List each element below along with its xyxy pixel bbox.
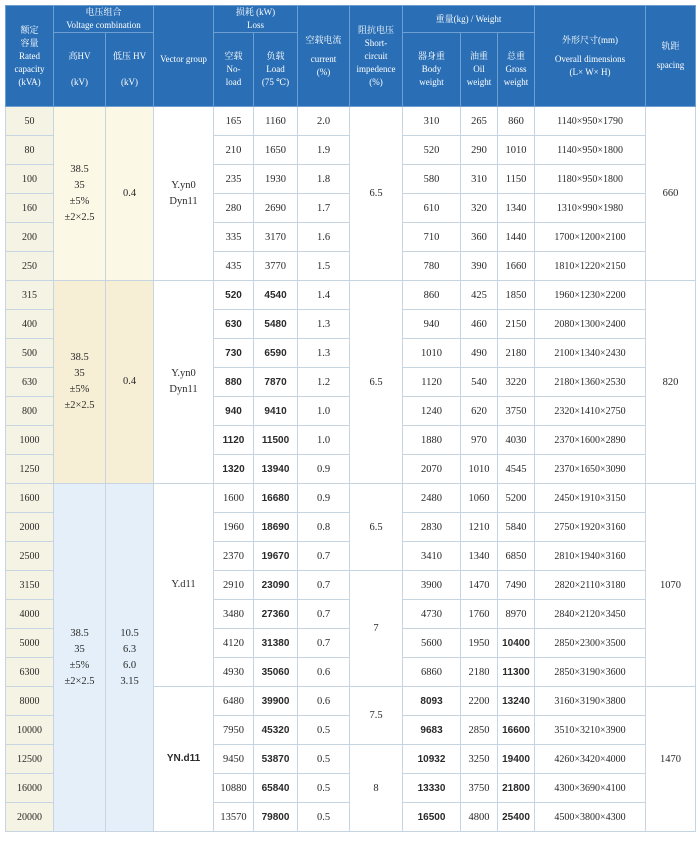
cell-load-loss: 3170 bbox=[254, 223, 298, 252]
cell-noload-loss: 165 bbox=[214, 107, 254, 136]
cell-load-loss: 1650 bbox=[254, 136, 298, 165]
cell-vector-group: YN.d11 bbox=[154, 687, 214, 832]
cell-oil-weight: 1210 bbox=[461, 513, 498, 542]
cell-body-weight: 310 bbox=[403, 107, 461, 136]
cell-noload-current: 0.6 bbox=[298, 658, 350, 687]
cell-body-weight: 2830 bbox=[403, 513, 461, 542]
header-vector-group: Vector group bbox=[154, 6, 214, 107]
cell-load-loss: 65840 bbox=[254, 774, 298, 803]
cell-load-loss: 23090 bbox=[254, 571, 298, 600]
header-impedance: 阻抗电压 Short- circuit impedence (%) bbox=[350, 6, 403, 107]
cell-dimensions: 2080×1300×2400 bbox=[535, 310, 646, 339]
cell-noload-loss: 520 bbox=[214, 281, 254, 310]
cell-lv: 0.4 bbox=[106, 281, 154, 484]
cell-noload-current: 0.9 bbox=[298, 484, 350, 513]
header-voltage-combination: 电压组合 Voltage combination bbox=[54, 6, 154, 33]
cell-capacity: 160 bbox=[6, 194, 54, 223]
cell-capacity: 16000 bbox=[6, 774, 54, 803]
cell-vector-group: Y.d11 bbox=[154, 484, 214, 687]
cell-gross-weight: 2150 bbox=[498, 310, 535, 339]
cell-oil-weight: 1010 bbox=[461, 455, 498, 484]
cell-body-weight: 520 bbox=[403, 136, 461, 165]
cell-body-weight: 9683 bbox=[403, 716, 461, 745]
cell-load-loss: 53870 bbox=[254, 745, 298, 774]
cell-body-weight: 3410 bbox=[403, 542, 461, 571]
cell-dimensions: 1310×990×1980 bbox=[535, 194, 646, 223]
cell-dimensions: 2100×1340×2430 bbox=[535, 339, 646, 368]
cell-capacity: 20000 bbox=[6, 803, 54, 832]
cell-noload-loss: 1600 bbox=[214, 484, 254, 513]
cell-noload-current: 1.2 bbox=[298, 368, 350, 397]
header-capacity: 额定 容量 Rated capacity (kVA) bbox=[6, 6, 54, 107]
cell-noload-current: 1.6 bbox=[298, 223, 350, 252]
cell-capacity: 3150 bbox=[6, 571, 54, 600]
cell-noload-loss: 4930 bbox=[214, 658, 254, 687]
cell-load-loss: 2690 bbox=[254, 194, 298, 223]
cell-oil-weight: 540 bbox=[461, 368, 498, 397]
cell-dimensions: 2810×1940×3160 bbox=[535, 542, 646, 571]
cell-body-weight: 940 bbox=[403, 310, 461, 339]
cell-noload-loss: 235 bbox=[214, 165, 254, 194]
cell-lv: 0.4 bbox=[106, 107, 154, 281]
cell-noload-current: 1.3 bbox=[298, 310, 350, 339]
cell-body-weight: 1120 bbox=[403, 368, 461, 397]
cell-gross-weight: 6850 bbox=[498, 542, 535, 571]
cell-lv: 10.5 6.3 6.0 3.15 bbox=[106, 484, 154, 832]
cell-gross-weight: 21800 bbox=[498, 774, 535, 803]
cell-capacity: 5000 bbox=[6, 629, 54, 658]
cell-gross-weight: 1850 bbox=[498, 281, 535, 310]
cell-capacity: 1250 bbox=[6, 455, 54, 484]
cell-noload-current: 1.4 bbox=[298, 281, 350, 310]
cell-gross-weight: 3750 bbox=[498, 397, 535, 426]
cell-noload-loss: 7950 bbox=[214, 716, 254, 745]
cell-oil-weight: 310 bbox=[461, 165, 498, 194]
cell-noload-current: 0.5 bbox=[298, 803, 350, 832]
cell-capacity: 2500 bbox=[6, 542, 54, 571]
cell-capacity: 4000 bbox=[6, 600, 54, 629]
cell-noload-loss: 435 bbox=[214, 252, 254, 281]
cell-capacity: 400 bbox=[6, 310, 54, 339]
cell-load-loss: 19670 bbox=[254, 542, 298, 571]
cell-gross-weight: 5200 bbox=[498, 484, 535, 513]
cell-gross-weight: 1660 bbox=[498, 252, 535, 281]
cell-oil-weight: 970 bbox=[461, 426, 498, 455]
cell-dimensions: 2850×3190×3600 bbox=[535, 658, 646, 687]
cell-gross-weight: 5840 bbox=[498, 513, 535, 542]
cell-dimensions: 1140×950×1790 bbox=[535, 107, 646, 136]
cell-noload-current: 0.6 bbox=[298, 687, 350, 716]
cell-body-weight: 1880 bbox=[403, 426, 461, 455]
cell-dimensions: 1960×1230×2200 bbox=[535, 281, 646, 310]
cell-load-loss: 13940 bbox=[254, 455, 298, 484]
cell-oil-weight: 1760 bbox=[461, 600, 498, 629]
header-gross-weight: 总重 Gross weight bbox=[498, 33, 535, 107]
cell-load-loss: 11500 bbox=[254, 426, 298, 455]
cell-gross-weight: 3220 bbox=[498, 368, 535, 397]
cell-noload-current: 1.9 bbox=[298, 136, 350, 165]
table-body bbox=[6, 107, 696, 832]
cell-gross-weight: 7490 bbox=[498, 571, 535, 600]
cell-oil-weight: 290 bbox=[461, 136, 498, 165]
cell-vector-group: Y.yn0 Dyn11 bbox=[154, 281, 214, 484]
header-loss: 损耗 (kW) Loss bbox=[214, 6, 298, 33]
cell-gross-weight: 19400 bbox=[498, 745, 535, 774]
cell-dimensions: 4260×3420×4000 bbox=[535, 745, 646, 774]
cell-noload-loss: 6480 bbox=[214, 687, 254, 716]
cell-capacity: 500 bbox=[6, 339, 54, 368]
cell-noload-loss: 2910 bbox=[214, 571, 254, 600]
cell-capacity: 250 bbox=[6, 252, 54, 281]
cell-impedance: 7 bbox=[350, 571, 403, 687]
cell-load-loss: 9410 bbox=[254, 397, 298, 426]
cell-gross-weight: 16600 bbox=[498, 716, 535, 745]
cell-oil-weight: 2200 bbox=[461, 687, 498, 716]
cell-load-loss: 5480 bbox=[254, 310, 298, 339]
cell-gross-weight: 25400 bbox=[498, 803, 535, 832]
cell-capacity: 1000 bbox=[6, 426, 54, 455]
cell-gross-weight: 1440 bbox=[498, 223, 535, 252]
cell-noload-loss: 13570 bbox=[214, 803, 254, 832]
cell-oil-weight: 265 bbox=[461, 107, 498, 136]
cell-noload-loss: 1120 bbox=[214, 426, 254, 455]
cell-capacity: 8000 bbox=[6, 687, 54, 716]
cell-dimensions: 4500×3800×4300 bbox=[535, 803, 646, 832]
cell-oil-weight: 3750 bbox=[461, 774, 498, 803]
cell-noload-current: 0.5 bbox=[298, 774, 350, 803]
cell-body-weight: 3900 bbox=[403, 571, 461, 600]
cell-gross-weight: 10400 bbox=[498, 629, 535, 658]
cell-gross-weight: 2180 bbox=[498, 339, 535, 368]
cell-noload-current: 1.0 bbox=[298, 426, 350, 455]
cell-capacity: 12500 bbox=[6, 745, 54, 774]
cell-load-loss: 39900 bbox=[254, 687, 298, 716]
cell-gross-weight: 1340 bbox=[498, 194, 535, 223]
cell-noload-current: 0.8 bbox=[298, 513, 350, 542]
cell-noload-current: 0.5 bbox=[298, 716, 350, 745]
header-body-weight: 器身重 Body weight bbox=[403, 33, 461, 107]
cell-body-weight: 8093 bbox=[403, 687, 461, 716]
cell-noload-loss: 880 bbox=[214, 368, 254, 397]
cell-oil-weight: 1470 bbox=[461, 571, 498, 600]
cell-noload-current: 1.3 bbox=[298, 339, 350, 368]
cell-gross-weight: 1010 bbox=[498, 136, 535, 165]
cell-capacity: 630 bbox=[6, 368, 54, 397]
cell-oil-weight: 360 bbox=[461, 223, 498, 252]
cell-noload-loss: 280 bbox=[214, 194, 254, 223]
cell-dimensions: 2820×2110×3180 bbox=[535, 571, 646, 600]
cell-oil-weight: 1060 bbox=[461, 484, 498, 513]
cell-oil-weight: 1340 bbox=[461, 542, 498, 571]
cell-oil-weight: 1950 bbox=[461, 629, 498, 658]
cell-capacity: 315 bbox=[6, 281, 54, 310]
cell-capacity: 100 bbox=[6, 165, 54, 194]
cell-oil-weight: 490 bbox=[461, 339, 498, 368]
cell-impedance: 6.5 bbox=[350, 281, 403, 484]
cell-noload-loss: 210 bbox=[214, 136, 254, 165]
cell-hv: 38.5 35 ±5% ±2×2.5 bbox=[54, 107, 106, 281]
cell-noload-current: 0.7 bbox=[298, 629, 350, 658]
cell-body-weight: 13330 bbox=[403, 774, 461, 803]
cell-body-weight: 580 bbox=[403, 165, 461, 194]
cell-load-loss: 31380 bbox=[254, 629, 298, 658]
cell-body-weight: 610 bbox=[403, 194, 461, 223]
cell-noload-loss: 335 bbox=[214, 223, 254, 252]
cell-load-loss: 6590 bbox=[254, 339, 298, 368]
cell-spacing: 660 bbox=[646, 107, 696, 281]
header-noload-loss: 空载 No- load bbox=[214, 33, 254, 107]
cell-dimensions: 2320×1410×2750 bbox=[535, 397, 646, 426]
cell-body-weight: 5600 bbox=[403, 629, 461, 658]
cell-capacity: 50 bbox=[6, 107, 54, 136]
cell-load-loss: 18690 bbox=[254, 513, 298, 542]
cell-body-weight: 2480 bbox=[403, 484, 461, 513]
cell-body-weight: 780 bbox=[403, 252, 461, 281]
cell-noload-current: 1.5 bbox=[298, 252, 350, 281]
header-spacing: 轨距 spacing bbox=[646, 6, 696, 107]
cell-load-loss: 4540 bbox=[254, 281, 298, 310]
cell-dimensions: 2450×1910×3150 bbox=[535, 484, 646, 513]
cell-body-weight: 4730 bbox=[403, 600, 461, 629]
cell-noload-current: 1.7 bbox=[298, 194, 350, 223]
cell-dimensions: 2840×2120×3450 bbox=[535, 600, 646, 629]
cell-body-weight: 6860 bbox=[403, 658, 461, 687]
cell-body-weight: 1010 bbox=[403, 339, 461, 368]
cell-gross-weight: 860 bbox=[498, 107, 535, 136]
cell-oil-weight: 3250 bbox=[461, 745, 498, 774]
cell-load-loss: 1930 bbox=[254, 165, 298, 194]
header-weight: 重量(kg) / Weight bbox=[403, 6, 535, 33]
cell-gross-weight: 13240 bbox=[498, 687, 535, 716]
cell-gross-weight: 4545 bbox=[498, 455, 535, 484]
cell-spacing: 1070 bbox=[646, 484, 696, 687]
cell-spacing: 820 bbox=[646, 281, 696, 484]
cell-dimensions: 4300×3690×4100 bbox=[535, 774, 646, 803]
cell-body-weight: 860 bbox=[403, 281, 461, 310]
cell-load-loss: 27360 bbox=[254, 600, 298, 629]
cell-noload-loss: 3480 bbox=[214, 600, 254, 629]
cell-impedance: 7.5 bbox=[350, 687, 403, 745]
cell-impedance: 6.5 bbox=[350, 484, 403, 571]
cell-load-loss: 45320 bbox=[254, 716, 298, 745]
cell-oil-weight: 4800 bbox=[461, 803, 498, 832]
cell-capacity: 80 bbox=[6, 136, 54, 165]
cell-impedance: 8 bbox=[350, 745, 403, 832]
cell-noload-loss: 2370 bbox=[214, 542, 254, 571]
cell-load-loss: 35060 bbox=[254, 658, 298, 687]
cell-oil-weight: 425 bbox=[461, 281, 498, 310]
cell-load-loss: 79800 bbox=[254, 803, 298, 832]
cell-gross-weight: 11300 bbox=[498, 658, 535, 687]
cell-noload-loss: 9450 bbox=[214, 745, 254, 774]
cell-body-weight: 2070 bbox=[403, 455, 461, 484]
cell-body-weight: 710 bbox=[403, 223, 461, 252]
cell-noload-current: 0.7 bbox=[298, 600, 350, 629]
cell-capacity: 800 bbox=[6, 397, 54, 426]
cell-noload-loss: 10880 bbox=[214, 774, 254, 803]
cell-capacity: 6300 bbox=[6, 658, 54, 687]
cell-capacity: 10000 bbox=[6, 716, 54, 745]
cell-noload-current: 0.7 bbox=[298, 571, 350, 600]
cell-noload-current: 0.7 bbox=[298, 542, 350, 571]
header-lv: 低压 HV (kV) bbox=[106, 33, 154, 107]
cell-oil-weight: 2850 bbox=[461, 716, 498, 745]
cell-noload-loss: 4120 bbox=[214, 629, 254, 658]
cell-spacing: 1470 bbox=[646, 687, 696, 832]
cell-dimensions: 1180×950×1800 bbox=[535, 165, 646, 194]
cell-noload-current: 0.5 bbox=[298, 745, 350, 774]
cell-noload-current: 0.9 bbox=[298, 455, 350, 484]
cell-capacity: 200 bbox=[6, 223, 54, 252]
cell-noload-loss: 1320 bbox=[214, 455, 254, 484]
header-noload-current: 空载电流 current (%) bbox=[298, 6, 350, 107]
cell-noload-loss: 940 bbox=[214, 397, 254, 426]
header-oil-weight: 油重 Oil weight bbox=[461, 33, 498, 107]
cell-dimensions: 2370×1650×3090 bbox=[535, 455, 646, 484]
cell-dimensions: 3160×3190×3800 bbox=[535, 687, 646, 716]
table-row bbox=[6, 107, 696, 136]
cell-dimensions: 1700×1200×2100 bbox=[535, 223, 646, 252]
cell-oil-weight: 460 bbox=[461, 310, 498, 339]
cell-noload-loss: 1960 bbox=[214, 513, 254, 542]
cell-oil-weight: 2180 bbox=[461, 658, 498, 687]
cell-load-loss: 3770 bbox=[254, 252, 298, 281]
cell-oil-weight: 620 bbox=[461, 397, 498, 426]
cell-oil-weight: 320 bbox=[461, 194, 498, 223]
table-header bbox=[6, 6, 696, 107]
cell-gross-weight: 1150 bbox=[498, 165, 535, 194]
cell-dimensions: 2750×1920×3160 bbox=[535, 513, 646, 542]
cell-capacity: 2000 bbox=[6, 513, 54, 542]
transformer-spec-table bbox=[5, 5, 696, 832]
cell-oil-weight: 390 bbox=[461, 252, 498, 281]
cell-load-loss: 16680 bbox=[254, 484, 298, 513]
cell-dimensions: 2370×1600×2890 bbox=[535, 426, 646, 455]
cell-hv: 38.5 35 ±5% ±2×2.5 bbox=[54, 484, 106, 832]
header-hv: 高HV (kV) bbox=[54, 33, 106, 107]
cell-noload-current: 1.0 bbox=[298, 397, 350, 426]
cell-noload-current: 1.8 bbox=[298, 165, 350, 194]
cell-vector-group: Y.yn0 Dyn11 bbox=[154, 107, 214, 281]
header-dimensions: 外形尺寸(mm) Overall dimensions (L× W× H) bbox=[535, 6, 646, 107]
cell-noload-current: 2.0 bbox=[298, 107, 350, 136]
cell-dimensions: 1140×950×1800 bbox=[535, 136, 646, 165]
cell-load-loss: 1160 bbox=[254, 107, 298, 136]
cell-dimensions: 2180×1360×2530 bbox=[535, 368, 646, 397]
cell-load-loss: 7870 bbox=[254, 368, 298, 397]
table-row bbox=[6, 281, 696, 310]
cell-dimensions: 1810×1220×2150 bbox=[535, 252, 646, 281]
cell-body-weight: 1240 bbox=[403, 397, 461, 426]
cell-gross-weight: 8970 bbox=[498, 600, 535, 629]
cell-impedance: 6.5 bbox=[350, 107, 403, 281]
cell-capacity: 1600 bbox=[6, 484, 54, 513]
cell-body-weight: 16500 bbox=[403, 803, 461, 832]
cell-hv: 38.5 35 ±5% ±2×2.5 bbox=[54, 281, 106, 484]
cell-body-weight: 10932 bbox=[403, 745, 461, 774]
cell-noload-loss: 630 bbox=[214, 310, 254, 339]
header-load-loss: 负载 Load (75 ℃) bbox=[254, 33, 298, 107]
cell-dimensions: 3510×3210×3900 bbox=[535, 716, 646, 745]
cell-dimensions: 2850×2300×3500 bbox=[535, 629, 646, 658]
table-row bbox=[6, 484, 696, 513]
cell-noload-loss: 730 bbox=[214, 339, 254, 368]
cell-gross-weight: 4030 bbox=[498, 426, 535, 455]
